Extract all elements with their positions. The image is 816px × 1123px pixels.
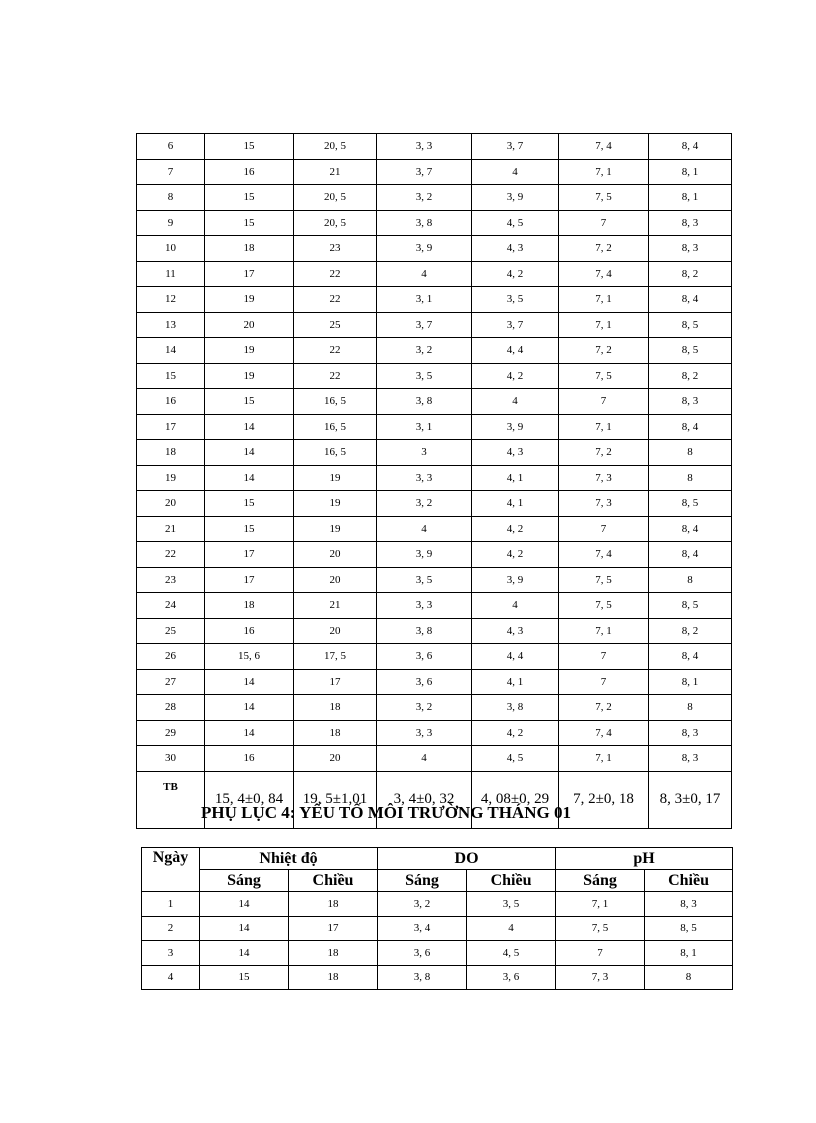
table-cell: 7, 1: [559, 746, 649, 772]
table-row: [137, 261, 732, 287]
header-sub-afternoon: Chiều: [645, 870, 733, 892]
table-cell: 4, 5: [467, 941, 556, 966]
table-row: [137, 491, 732, 517]
table-cell: 4, 1: [472, 491, 559, 517]
table-row: [137, 567, 732, 593]
table-cell: 3, 8: [377, 210, 472, 236]
table-cell: 7, 2: [559, 695, 649, 721]
average-do-morning: 3, 4±0, 32: [377, 771, 472, 828]
table-cell: 21: [137, 516, 205, 542]
table-cell: 3, 9: [377, 542, 472, 568]
table-cell: 4, 3: [472, 440, 559, 466]
table-cell: 4, 4: [472, 338, 559, 364]
table-cell: 16, 5: [294, 414, 377, 440]
table-cell: 8, 1: [645, 941, 733, 966]
table-cell: 8, 5: [649, 338, 732, 364]
table-cell: 14: [200, 916, 289, 941]
table-cell: 7: [559, 389, 649, 415]
table-cell: 4: [472, 593, 559, 619]
table-cell: 8, 1: [649, 159, 732, 185]
table-cell: 21: [294, 159, 377, 185]
table-cell: 8, 3: [649, 720, 732, 746]
table-cell: 20: [294, 746, 377, 772]
table-row: [137, 389, 732, 415]
table-cell: 4: [377, 516, 472, 542]
table-cell: 21: [294, 593, 377, 619]
table-cell: 3, 7: [377, 312, 472, 338]
table-cell: 18: [137, 440, 205, 466]
header-sub-morning: Sáng: [556, 870, 645, 892]
table-cell: 18: [294, 695, 377, 721]
table-cell: 3: [377, 440, 472, 466]
table-row: [137, 363, 732, 389]
table-cell: 3, 1: [377, 414, 472, 440]
table-cell: 4: [472, 389, 559, 415]
table-cell: 7, 4: [559, 134, 649, 160]
table-cell: 4, 3: [472, 618, 559, 644]
table-row: [142, 916, 733, 941]
header-do: DO: [378, 848, 556, 870]
table-cell: 15: [137, 363, 205, 389]
table-cell: 19: [294, 491, 377, 517]
table-cell: 3, 7: [472, 134, 559, 160]
table-cell: 8, 4: [649, 134, 732, 160]
table-cell: 7, 2: [559, 440, 649, 466]
environment-table-month-01: [141, 847, 733, 990]
table-cell: 13: [137, 312, 205, 338]
average-ph-afternoon: 8, 3±0, 17: [649, 771, 732, 828]
table-cell: 7, 2: [559, 236, 649, 262]
table-cell: 20: [294, 567, 377, 593]
table-cell: 7, 1: [559, 618, 649, 644]
table-cell: 14: [205, 440, 294, 466]
table-cell: 17: [205, 542, 294, 568]
table-cell: 3, 8: [377, 618, 472, 644]
table-cell: 8, 4: [649, 644, 732, 670]
table-cell: 19: [205, 287, 294, 313]
table-cell: 25: [137, 618, 205, 644]
table-cell: 29: [137, 720, 205, 746]
table-cell: 8, 4: [649, 287, 732, 313]
table-cell: 3, 6: [377, 669, 472, 695]
table-cell: 3, 9: [472, 567, 559, 593]
table-cell: 3, 3: [377, 720, 472, 746]
header-sub-morning: Sáng: [200, 870, 289, 892]
table-cell: 18: [289, 892, 378, 917]
table-cell: 16: [205, 159, 294, 185]
table-row: [137, 338, 732, 364]
table-cell: 7, 1: [559, 312, 649, 338]
table-cell: 17, 5: [294, 644, 377, 670]
table-cell: 14: [137, 338, 205, 364]
table-cell: 16, 5: [294, 389, 377, 415]
table-cell: 20, 5: [294, 210, 377, 236]
table-cell: 3, 5: [467, 892, 556, 917]
header-temperature: Nhiệt độ: [200, 848, 378, 870]
table-cell: 14: [205, 414, 294, 440]
table-cell: 19: [205, 363, 294, 389]
table-cell: 15: [205, 134, 294, 160]
table-cell: 3, 7: [377, 159, 472, 185]
table-cell: 16: [137, 389, 205, 415]
table-cell: 2: [142, 916, 200, 941]
table-cell: 8, 3: [649, 389, 732, 415]
table-cell: 19: [137, 465, 205, 491]
table-cell: 3, 1: [377, 287, 472, 313]
table-cell: 8: [649, 465, 732, 491]
header-row-sub: [142, 870, 733, 892]
table-cell: 8, 1: [649, 669, 732, 695]
table-cell: 8, 5: [645, 916, 733, 941]
table-cell: 18: [294, 720, 377, 746]
table-row: [137, 440, 732, 466]
table-cell: 17: [205, 567, 294, 593]
table-row: [137, 618, 732, 644]
average-ph-morning: 7, 2±0, 18: [559, 771, 649, 828]
table-cell: 20, 5: [294, 134, 377, 160]
table-cell: 4, 2: [472, 363, 559, 389]
table-cell: 3, 9: [472, 414, 559, 440]
table2-body: [142, 892, 733, 990]
table-row: [137, 185, 732, 211]
table-cell: 26: [137, 644, 205, 670]
table-cell: 8, 4: [649, 516, 732, 542]
table-cell: 8: [649, 440, 732, 466]
table-cell: 7, 3: [556, 965, 645, 990]
table-cell: 4, 2: [472, 542, 559, 568]
table-cell: 20: [294, 542, 377, 568]
table-cell: 17: [294, 669, 377, 695]
table-cell: 20: [294, 618, 377, 644]
table-row: [137, 287, 732, 313]
table-cell: 4: [377, 746, 472, 772]
table-cell: 1: [142, 892, 200, 917]
table-row: [142, 941, 733, 966]
table-cell: 19: [205, 338, 294, 364]
table-cell: 3, 8: [378, 965, 467, 990]
table-cell: 3, 2: [378, 892, 467, 917]
header-day: Ngày: [142, 848, 200, 892]
header-ph: pH: [556, 848, 733, 870]
table-row: [137, 695, 732, 721]
table-cell: 4, 3: [472, 236, 559, 262]
table-cell: 6: [137, 134, 205, 160]
table-cell: 16, 5: [294, 440, 377, 466]
table-cell: 3, 9: [377, 236, 472, 262]
table-cell: 3, 2: [377, 491, 472, 517]
table-cell: 7: [559, 669, 649, 695]
table-cell: 3: [142, 941, 200, 966]
average-do-afternoon: 4, 08±0, 29: [472, 771, 559, 828]
table-cell: 3, 3: [377, 465, 472, 491]
table-cell: 15: [205, 491, 294, 517]
table-cell: 7, 3: [559, 491, 649, 517]
table-cell: 18: [289, 965, 378, 990]
table-cell: 3, 2: [377, 338, 472, 364]
table-cell: 8, 3: [649, 746, 732, 772]
table-cell: 14: [205, 695, 294, 721]
table-cell: 14: [200, 892, 289, 917]
table-row: [137, 159, 732, 185]
table-cell: 3, 6: [467, 965, 556, 990]
table-cell: 18: [205, 593, 294, 619]
table-row: [137, 134, 732, 160]
table-row: [137, 210, 732, 236]
table-row: [142, 892, 733, 917]
table-cell: 23: [137, 567, 205, 593]
table1-body: [137, 134, 732, 772]
table-cell: 7: [137, 159, 205, 185]
table-cell: 17: [137, 414, 205, 440]
table-cell: 17: [205, 261, 294, 287]
table-cell: 3, 6: [378, 941, 467, 966]
table-cell: 8, 5: [649, 312, 732, 338]
table-cell: 7, 2: [559, 338, 649, 364]
environment-table-continued: [136, 133, 732, 829]
table-cell: 15: [205, 389, 294, 415]
table-cell: 10: [137, 236, 205, 262]
table-row: [137, 516, 732, 542]
table-cell: 7, 1: [559, 287, 649, 313]
table-cell: 3, 3: [377, 134, 472, 160]
table-cell: 18: [205, 236, 294, 262]
table-row: [137, 720, 732, 746]
appendix-title: PHỤ LỤC 4: YẾU TỐ MÔI TRƯỜNG THÁNG 01: [201, 803, 571, 822]
table-cell: 15: [205, 516, 294, 542]
table-cell: 20, 5: [294, 185, 377, 211]
table-cell: 14: [205, 720, 294, 746]
table-cell: 7, 1: [559, 159, 649, 185]
table-cell: 8: [137, 185, 205, 211]
table-cell: 14: [200, 941, 289, 966]
average-temp-morning: 15, 4±0, 84: [205, 771, 294, 828]
table-cell: 3, 5: [377, 567, 472, 593]
table-row: [137, 312, 732, 338]
table-cell: 7, 1: [559, 414, 649, 440]
table-cell: 7, 4: [559, 542, 649, 568]
table-cell: 3, 3: [377, 593, 472, 619]
table-cell: 7, 5: [559, 567, 649, 593]
table-cell: 15, 6: [205, 644, 294, 670]
table-cell: 8, 3: [649, 236, 732, 262]
table-cell: 7, 5: [559, 363, 649, 389]
table-cell: 15: [205, 210, 294, 236]
table-cell: 25: [294, 312, 377, 338]
table-cell: 8, 1: [649, 185, 732, 211]
table-row: [137, 236, 732, 262]
table-cell: 7: [559, 210, 649, 236]
table-cell: 3, 6: [377, 644, 472, 670]
table-cell: 24: [137, 593, 205, 619]
table-cell: 12: [137, 287, 205, 313]
table-cell: 7, 3: [559, 465, 649, 491]
table-cell: 8, 2: [649, 261, 732, 287]
table-cell: 8, 3: [649, 210, 732, 236]
average-temp-afternoon: 19, 5±1,01: [294, 771, 377, 828]
table-cell: 3, 5: [472, 287, 559, 313]
table-cell: 7, 4: [559, 261, 649, 287]
table-row: [137, 593, 732, 619]
table-cell: 4, 1: [472, 465, 559, 491]
table-cell: 3, 8: [472, 695, 559, 721]
table-row: [137, 542, 732, 568]
table-cell: 14: [205, 465, 294, 491]
table-cell: 22: [294, 363, 377, 389]
table-cell: 22: [294, 338, 377, 364]
table-row: [137, 465, 732, 491]
table-cell: 20: [205, 312, 294, 338]
table-cell: 23: [294, 236, 377, 262]
table-row: [137, 414, 732, 440]
table-row: [137, 746, 732, 772]
table-cell: 22: [294, 261, 377, 287]
table-cell: 18: [289, 941, 378, 966]
table-cell: 8, 4: [649, 414, 732, 440]
table-cell: 16: [205, 618, 294, 644]
table-cell: 7, 1: [556, 892, 645, 917]
table-cell: 15: [200, 965, 289, 990]
table-row: [137, 644, 732, 670]
table-cell: 11: [137, 261, 205, 287]
table-cell: 4, 2: [472, 261, 559, 287]
table-cell: 7, 4: [559, 720, 649, 746]
table-cell: 3, 2: [377, 695, 472, 721]
table-cell: 8, 3: [645, 892, 733, 917]
table-cell: 8, 5: [649, 593, 732, 619]
table-cell: 22: [294, 287, 377, 313]
table-row: [142, 965, 733, 990]
table-cell: 4, 2: [472, 516, 559, 542]
table-cell: 3, 8: [377, 389, 472, 415]
table-cell: 19: [294, 516, 377, 542]
table-cell: 3, 4: [378, 916, 467, 941]
table-cell: 7, 5: [559, 593, 649, 619]
table-cell: 8, 2: [649, 363, 732, 389]
table-cell: 8: [645, 965, 733, 990]
table-cell: 4: [377, 261, 472, 287]
table-cell: 9: [137, 210, 205, 236]
table-cell: 8, 5: [649, 491, 732, 517]
table-cell: 20: [137, 491, 205, 517]
table-cell: 8: [649, 695, 732, 721]
table-cell: 30: [137, 746, 205, 772]
header-sub-afternoon: Chiều: [467, 870, 556, 892]
header-sub-morning: Sáng: [378, 870, 467, 892]
table-cell: 7: [559, 516, 649, 542]
table-cell: 16: [205, 746, 294, 772]
header-sub-afternoon: Chiều: [289, 870, 378, 892]
table-cell: 14: [205, 669, 294, 695]
table-cell: 4: [472, 159, 559, 185]
table-cell: 7, 5: [559, 185, 649, 211]
table-cell: 3, 2: [377, 185, 472, 211]
table-row: [137, 669, 732, 695]
table-cell: 7: [559, 644, 649, 670]
table-cell: 4, 5: [472, 210, 559, 236]
table-cell: 4: [467, 916, 556, 941]
table-cell: 8, 4: [649, 542, 732, 568]
table-cell: 4, 5: [472, 746, 559, 772]
table-cell: 4, 1: [472, 669, 559, 695]
table-cell: 3, 7: [472, 312, 559, 338]
table-cell: 3, 5: [377, 363, 472, 389]
table-cell: 7, 5: [556, 916, 645, 941]
table-cell: 4, 4: [472, 644, 559, 670]
table-cell: 3, 9: [472, 185, 559, 211]
table-cell: 17: [289, 916, 378, 941]
table-cell: 7: [556, 941, 645, 966]
table-cell: 4: [142, 965, 200, 990]
table-cell: 27: [137, 669, 205, 695]
table-cell: 8, 2: [649, 618, 732, 644]
table-cell: 8: [649, 567, 732, 593]
table-cell: 4, 2: [472, 720, 559, 746]
average-label: TB: [137, 771, 205, 828]
table-cell: 15: [205, 185, 294, 211]
table-cell: 28: [137, 695, 205, 721]
table-cell: 19: [294, 465, 377, 491]
table-cell: 22: [137, 542, 205, 568]
header-row-groups: [142, 848, 733, 870]
